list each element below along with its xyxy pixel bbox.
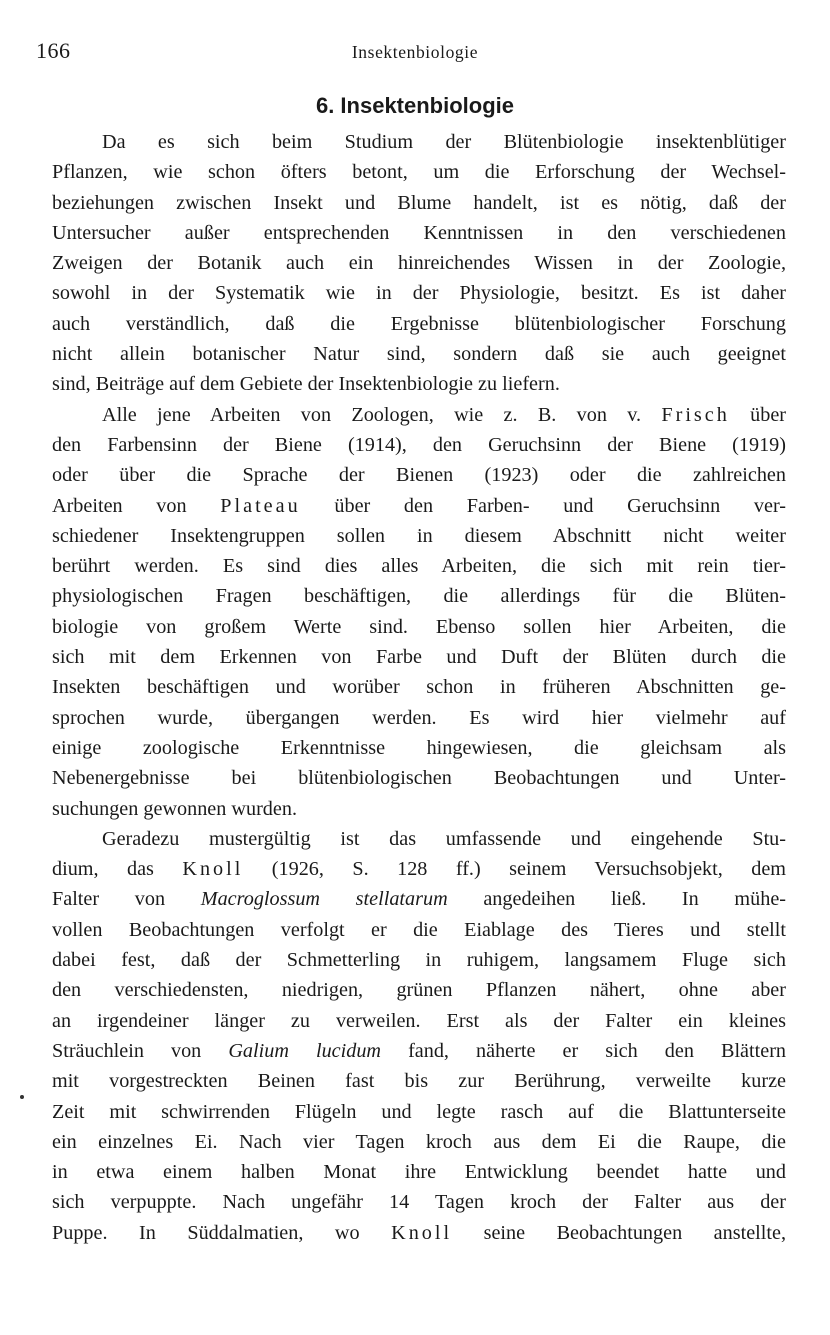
text-fragment: seine Beobachtungen anstellte, <box>483 1221 786 1244</box>
text-line: einige zoologische Erkenntnisse hingewiesen, die gleichsam als <box>52 736 786 759</box>
text-line: sowohl in der Systematik wie in der Physiologie, besitzt. Es ist daher <box>52 282 786 305</box>
author-name-knoll: Knoll <box>391 1221 453 1244</box>
species-name: Macroglossum stellatarum <box>200 888 448 911</box>
author-name-frisch: Frisch <box>661 403 730 426</box>
text-line: nicht allein botanischer Natur sind, sondern daß sie auch geeignet <box>52 343 786 366</box>
text-fragment: Falter von <box>52 888 166 911</box>
text-fragment: Sträuchlein von <box>52 1039 202 1062</box>
text-line: Pflanzen, wie schon öfters betont, um die Erforschung der Wechsel- <box>52 161 786 184</box>
text-line: vollen Beobachtungen verfolgt er die Eiablage des Tieres und stellt <box>52 918 786 941</box>
species-name: Galium lucidum <box>228 1039 381 1062</box>
running-head: Insektenbiologie <box>351 42 479 62</box>
text-fragment: über <box>750 403 786 426</box>
text-line: Insekten beschäftigen und worüber schon in früheren Abschnitten ge- <box>52 676 786 699</box>
text-line: dabei fest, daß der Schmetterling in ruhigem, langsamem Fluge sich <box>52 949 786 972</box>
author-name-knoll: Knoll <box>182 858 244 881</box>
paragraph-2 <box>52 400 786 824</box>
text-line <box>52 1218 786 1248</box>
section-title: 6. Insektenbiologie <box>315 93 515 118</box>
text-line: Untersucher außer entsprechenden Kenntnissen in den verschiedenen <box>52 221 786 244</box>
text-line: physiologischen Fragen beschäftigen, die allerdings für die Blüten- <box>52 585 786 608</box>
text-line <box>52 491 786 521</box>
text-line: beziehungen zwischen Insekt und Blume handelt, ist es nötig, daß der <box>52 191 786 214</box>
text-line: auch verständlich, daß die Ergebnisse blütenbiologischer Forschung <box>52 312 786 335</box>
text-fragment: Arbeiten von <box>52 494 187 517</box>
text-line: schiedener Insektengruppen sollen in diesem Abschnitt nicht weiter <box>52 524 786 547</box>
page-number: 166 <box>36 38 71 63</box>
author-name-plateau: Plateau <box>220 494 301 517</box>
text-fragment: (1926, S. 128 ff.) seinem Versuchsobjekt, dem <box>271 858 786 881</box>
text-line: berührt werden. Es sind dies alles Arbeiten, die sich mit rein tier- <box>52 555 786 578</box>
text-line: den verschiedensten, niedrigen, grünen Pflanzen nähert, ohne aber <box>52 979 786 1002</box>
text-line <box>52 1036 786 1066</box>
text-line: sich verpuppte. Nach ungefähr 14 Tagen kroch der Falter aus der <box>52 1191 786 1214</box>
text-line: Zeit mit schwirrenden Flügeln und legte rasch auf die Blattunterseite <box>52 1100 786 1123</box>
text-line: biologie von großem Werte sind. Ebenso sollen hier Arbeiten, die <box>52 615 786 638</box>
text-line: an irgendeiner länger zu verweilen. Erst als der Falter ein kleines <box>52 1009 786 1032</box>
text-fragment: dium, das <box>52 858 154 881</box>
text-fragment: fand, näherte er sich den Blättern <box>408 1039 786 1062</box>
text-line: sprochen wurde, übergangen werden. Es wird hier vielmehr auf <box>52 706 786 729</box>
text-line: sind, Beiträge auf dem Gebiete der Insektenbiologie zu liefern. <box>52 373 560 396</box>
text-line: oder über die Sprache der Bienen (1923) oder die zahlreichen <box>52 464 786 487</box>
paragraph-1 <box>52 127 786 400</box>
text-line: mit vorgestreckten Beinen fast bis zur Berührung, verweilte kurze <box>52 1070 786 1093</box>
text-line: Nebenergebnisse bei blütenbiologischen Beobachtungen und Unter- <box>52 767 786 790</box>
paragraph-3 <box>52 824 786 1248</box>
margin-speck <box>20 1095 24 1099</box>
text-fragment: Alle jene Arbeiten von Zoologen, wie z. B. von v. <box>102 403 642 426</box>
text-line: suchungen gewonnen wurden. <box>52 797 297 820</box>
body-text <box>52 127 786 1248</box>
text-line: Da es sich beim Studium der Blütenbiologie insektenblütiger <box>102 131 786 153</box>
text-line: in etwa einem halben Monat ihre Entwicklung beendet hatte und <box>52 1161 786 1184</box>
text-line: sich mit dem Erkennen von Farbe und Duft der Blüten durch die <box>52 646 786 669</box>
text-line: ein einzelnes Ei. Nach vier Tagen kroch aus dem Ei die Raupe, die <box>52 1130 786 1153</box>
text-line: Geradezu mustergültig ist das umfassende und eingehende Stu- <box>102 827 786 850</box>
text-line <box>52 854 786 884</box>
text-line: Zweigen der Botanik auch ein hinreichendes Wissen in der Zoologie, <box>52 252 786 275</box>
text-fragment: Puppe. In Süddalmatien, wo <box>52 1221 360 1244</box>
text-line: den Farbensinn der Biene (1914), den Geruchsinn der Biene (1919) <box>52 433 786 456</box>
text-fragment: angedeihen ließ. In mühe- <box>483 888 786 911</box>
text-line <box>52 400 786 430</box>
text-line <box>52 884 786 914</box>
text-fragment: über den Farben- und Geruchsinn ver- <box>334 494 786 517</box>
